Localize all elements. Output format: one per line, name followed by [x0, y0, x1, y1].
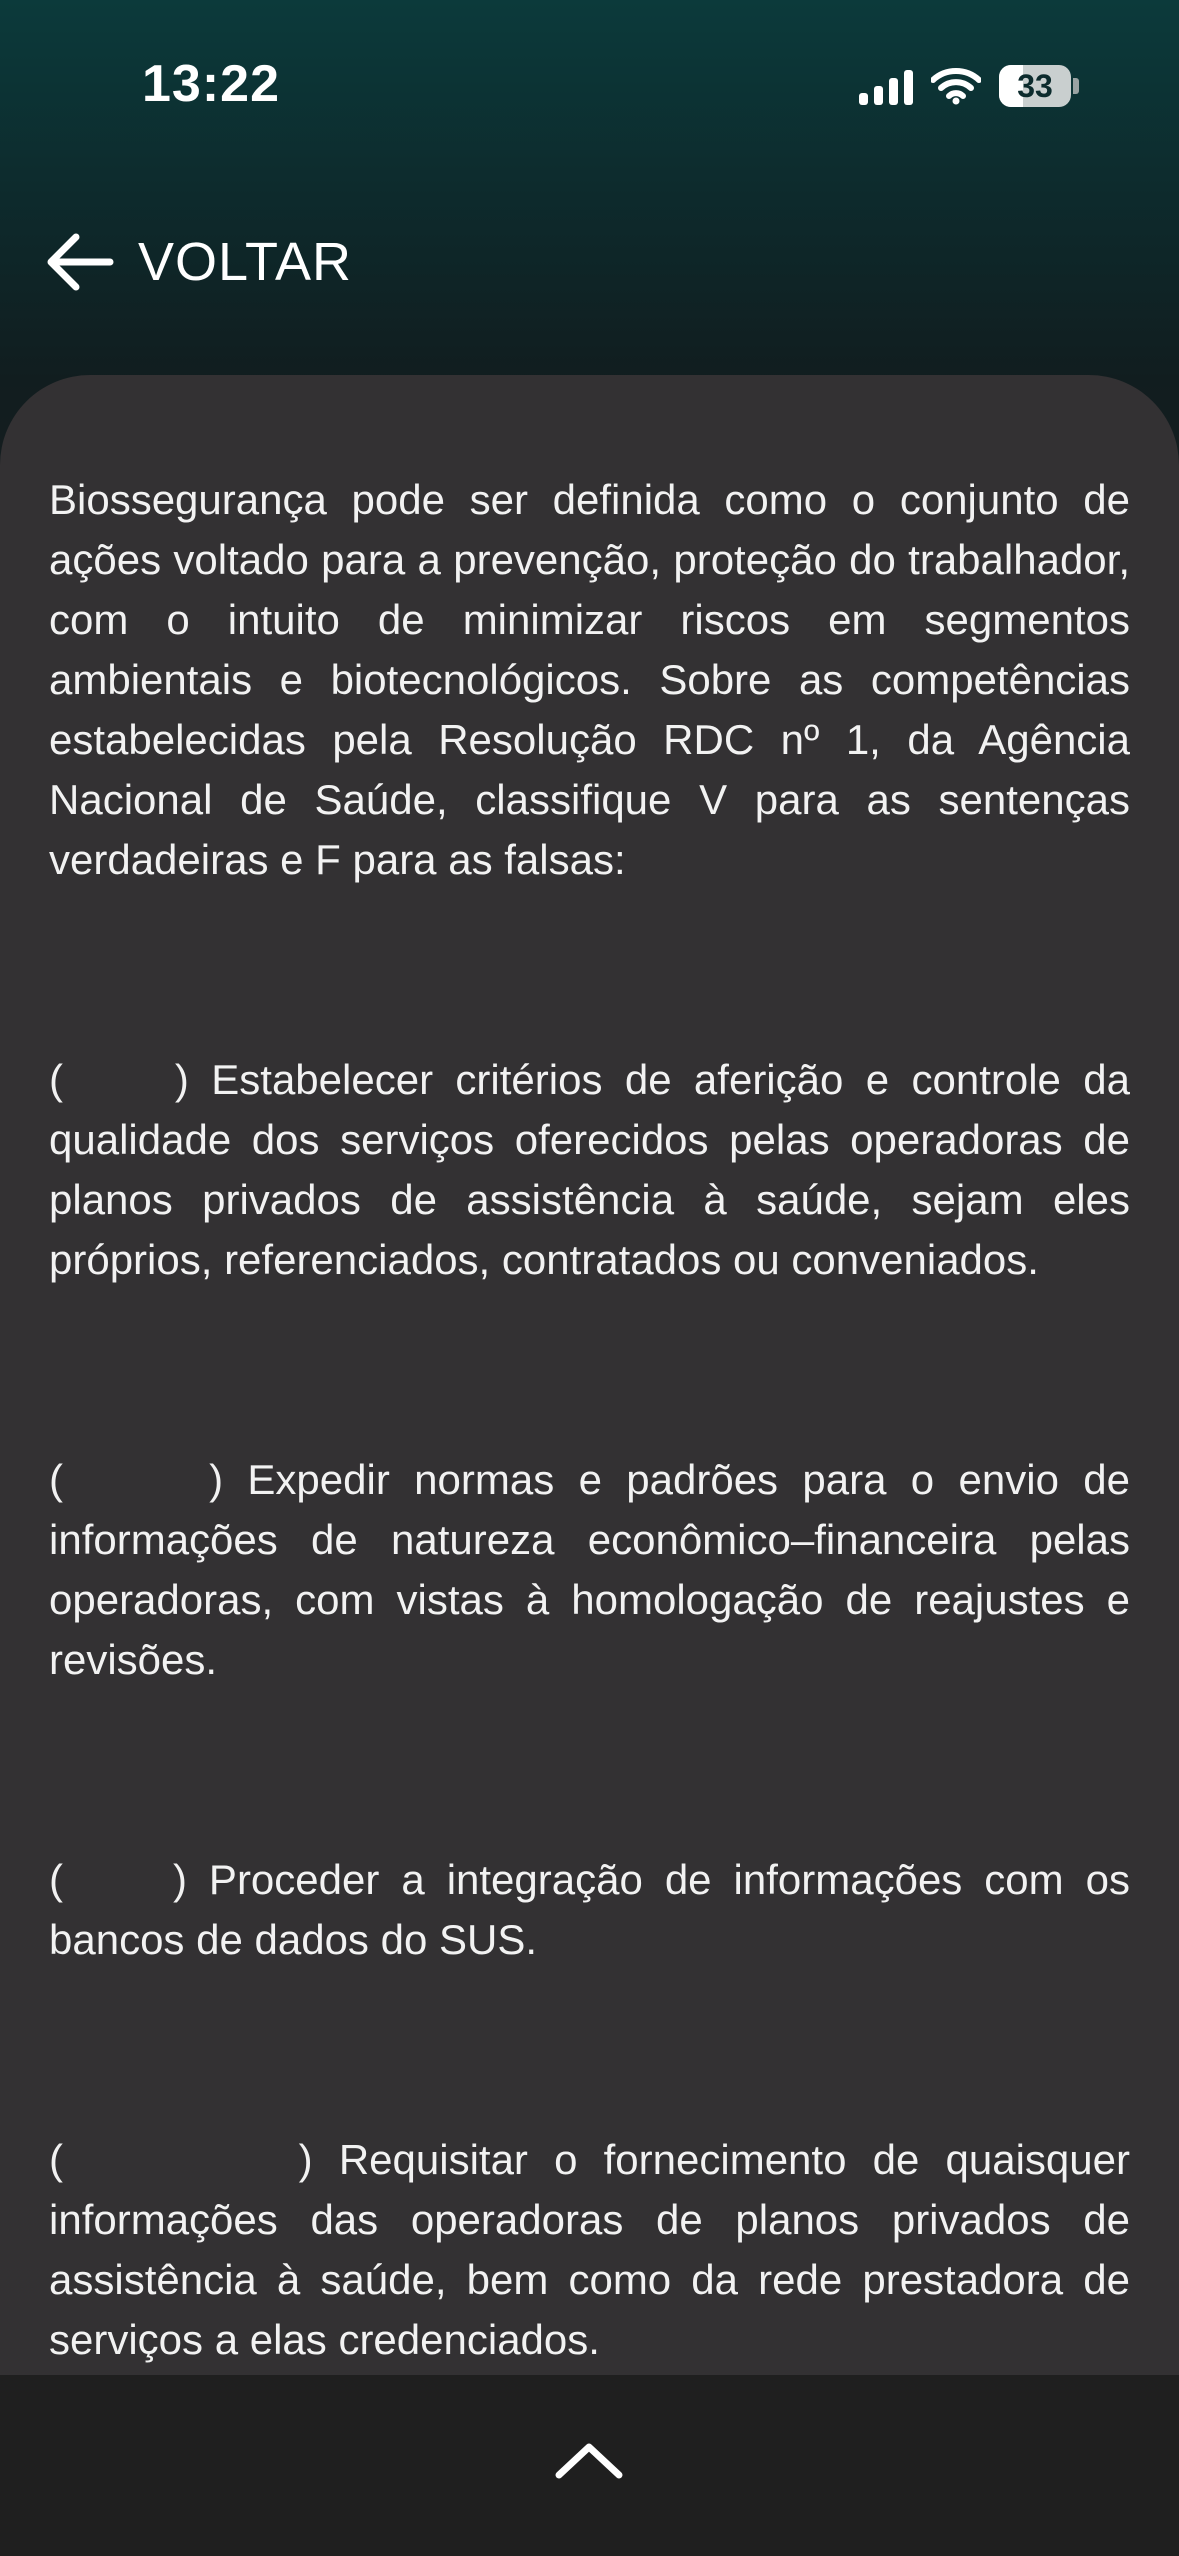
- question-intro: Biossegurança pode ser definida como o conjunto de ações voltado para a prevenção, proteção do trabalhador, com o intuito de minimizar riscos em segmentos ambientais e biotecnológicos. Sobre as competências estabelecidas pela Resolução RDC nº 1, da Agência Nacional de Saúde, classifique V para as sentenças verdadeiras e F para as falsas:: [49, 476, 1142, 883]
- cellular-signal-icon: [859, 67, 913, 105]
- arrow-left-icon: [44, 231, 114, 293]
- question-sheet: [0, 375, 1179, 2375]
- question-content: [49, 470, 1142, 2530]
- wifi-icon: [931, 67, 981, 105]
- battery-level: 33: [1017, 67, 1053, 104]
- question-item-2: ( ) Expedir normas e padrões para o envio de informações de natureza econômico–financeira pelas operadoras, com vistas à homologação de reajustes e revisões.: [49, 1456, 1142, 1683]
- battery-icon: [999, 65, 1079, 107]
- back-button[interactable]: [44, 222, 352, 302]
- question-item-3: ( ) Proceder a integração de informações com os bancos de dados do SUS.: [49, 1856, 1142, 1963]
- bottom-bar: [0, 2375, 1179, 2556]
- question-item-4: ( ) Requisitar o fornecimento de quaisquer informações das operadoras de planos privados de assistência à saúde, bem como da rede prestadora de serviços a elas credenciados.: [49, 2136, 1142, 2363]
- question-item-1: ( ) Estabelecer critérios de aferição e controle da qualidade dos serviços oferecidos pelas operadoras de planos privados de assistência à saúde, sejam eles próprios, referenciados, contratados ou conveniados.: [49, 1056, 1142, 1283]
- chevron-up-icon: [553, 2439, 625, 2481]
- status-time: 13:22: [142, 55, 280, 113]
- back-label: VOLTAR: [138, 232, 353, 292]
- status-bar: [0, 0, 1179, 180]
- status-icons: [859, 62, 1079, 110]
- expand-button[interactable]: [549, 2435, 629, 2485]
